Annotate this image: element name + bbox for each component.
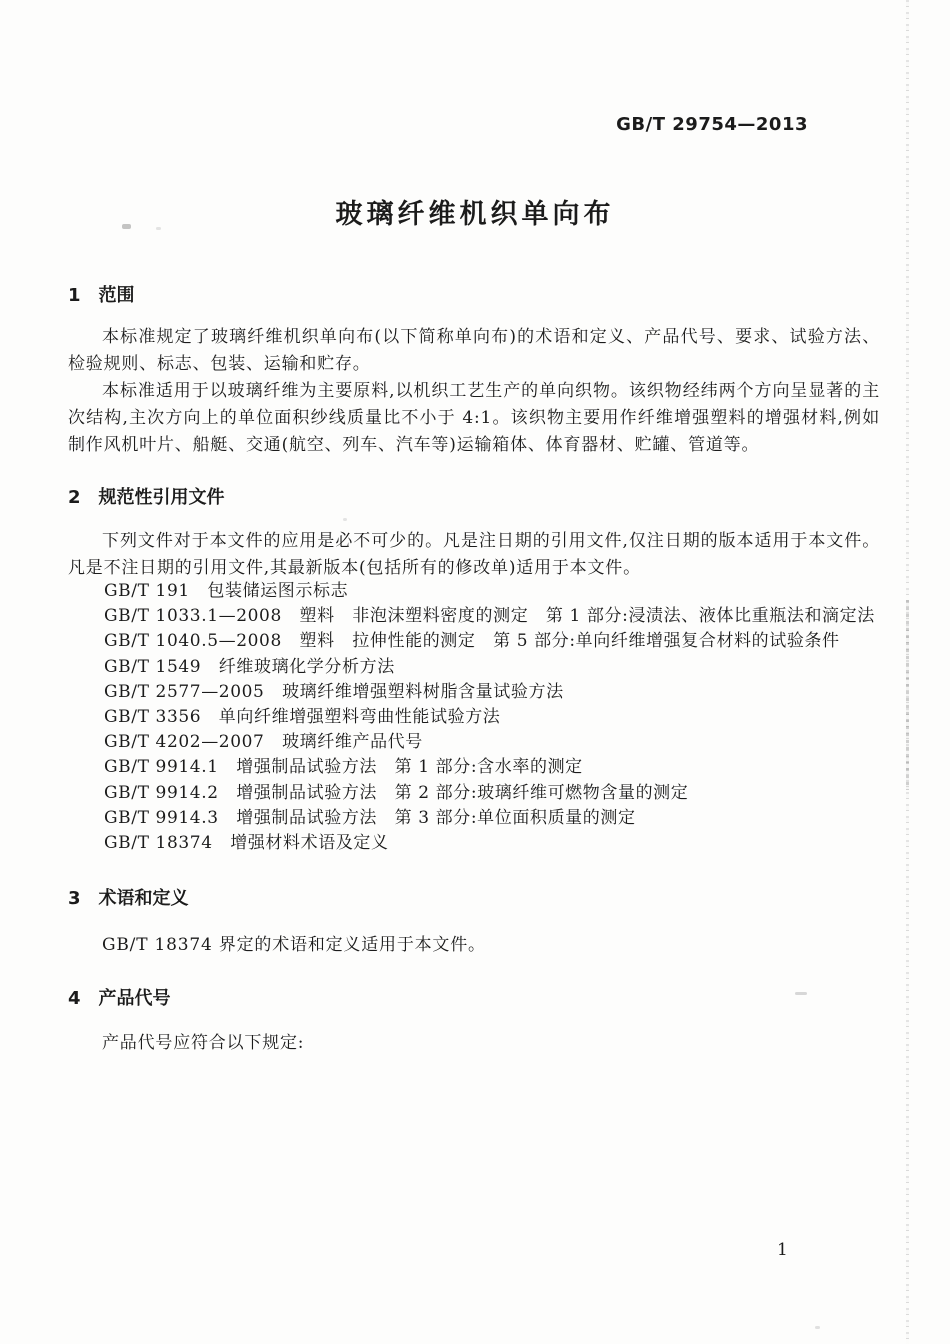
reference-item: GB/T 1033.1—2008 塑料 非泡沫塑料密度的测定 第 1 部分:浸渍法、液体比重瓶法和滴定法	[104, 606, 875, 627]
reference-list	[68, 579, 880, 856]
section-heading-scope: 1 范围	[68, 285, 135, 306]
document-title: 玻璃纤维机织单向布	[335, 199, 615, 230]
paragraph: GB/T 18374 界定的术语和定义适用于本文件。	[102, 935, 486, 955]
reference-item: GB/T 1549 纤维玻璃化学分析方法	[104, 656, 395, 677]
reference-item: GB/T 9914.3 增强制品试验方法 第 3 部分:单位面积质量的测定	[104, 807, 636, 828]
section-heading-product-code: 4 产品代号	[68, 988, 171, 1009]
reference-item: GB/T 3356 单向纤维增强塑料弯曲性能试验方法	[104, 707, 501, 728]
section-heading-terms-definitions: 3 术语和定义	[68, 888, 189, 909]
scan-speck	[156, 227, 161, 230]
reference-item: GB/T 9914.1 增强制品试验方法 第 1 部分:含水率的测定	[104, 757, 583, 778]
reference-item: GB/T 1040.5—2008 塑料 拉伸性能的测定 第 5 部分:单向纤维增强复合材料的试验条件	[104, 631, 840, 652]
page-number: 1	[777, 1240, 788, 1260]
scan-edge-line-dark	[906, 600, 909, 790]
section-heading-normative-references: 2 规范性引用文件	[68, 487, 225, 508]
reference-item: GB/T 9914.2 增强制品试验方法 第 2 部分:玻璃纤维可燃物含量的测定	[104, 782, 689, 803]
paragraph: 下列文件对于本文件的应用是必不可少的。凡是注日期的引用文件,仅注日期的版本适用于本文件。凡是不注日期的引用文件,其最新版本(包括所有的修改单)适用于本文件。	[68, 531, 880, 578]
reference-item: GB/T 18374 增强材料术语及定义	[104, 833, 389, 854]
paragraph: 本标准规定了玻璃纤维机织单向布(以下简称单向布)的术语和定义、产品代号、要求、试验方法、检验规则、标志、包装、运输和贮存。	[68, 327, 880, 374]
scan-speck	[122, 224, 131, 229]
reference-item: GB/T 4202—2007 玻璃纤维产品代号	[104, 732, 423, 753]
section-body-terms-definitions	[68, 932, 880, 959]
reference-item: GB/T 191 包装储运图示标志	[104, 581, 349, 601]
standard-number: GB/T 29754—2013	[616, 114, 808, 135]
reference-item: GB/T 2577—2005 玻璃纤维增强塑料树脂含量试验方法	[104, 681, 564, 702]
paragraph: 产品代号应符合以下规定:	[102, 1033, 305, 1053]
section-body-product-code	[68, 1030, 880, 1057]
section-body-normative-references	[68, 528, 880, 582]
scan-speck	[815, 1326, 820, 1329]
section-body-scope	[68, 324, 880, 459]
scan-speck	[343, 518, 347, 521]
paragraph: 本标准适用于以玻璃纤维为主要原料,以机织工艺生产的单向织物。该织物经纬两个方向呈显著的主次结构,主次方向上的单位面积纱线质量比不小于 4:1。该织物主要用作纤维增强塑料的增强材料,例如制作风机叶片、船艇、交通(航空、列车、汽车等)运输箱体、体育器材、贮罐、管道等。	[68, 381, 880, 455]
scan-speck	[795, 992, 807, 995]
